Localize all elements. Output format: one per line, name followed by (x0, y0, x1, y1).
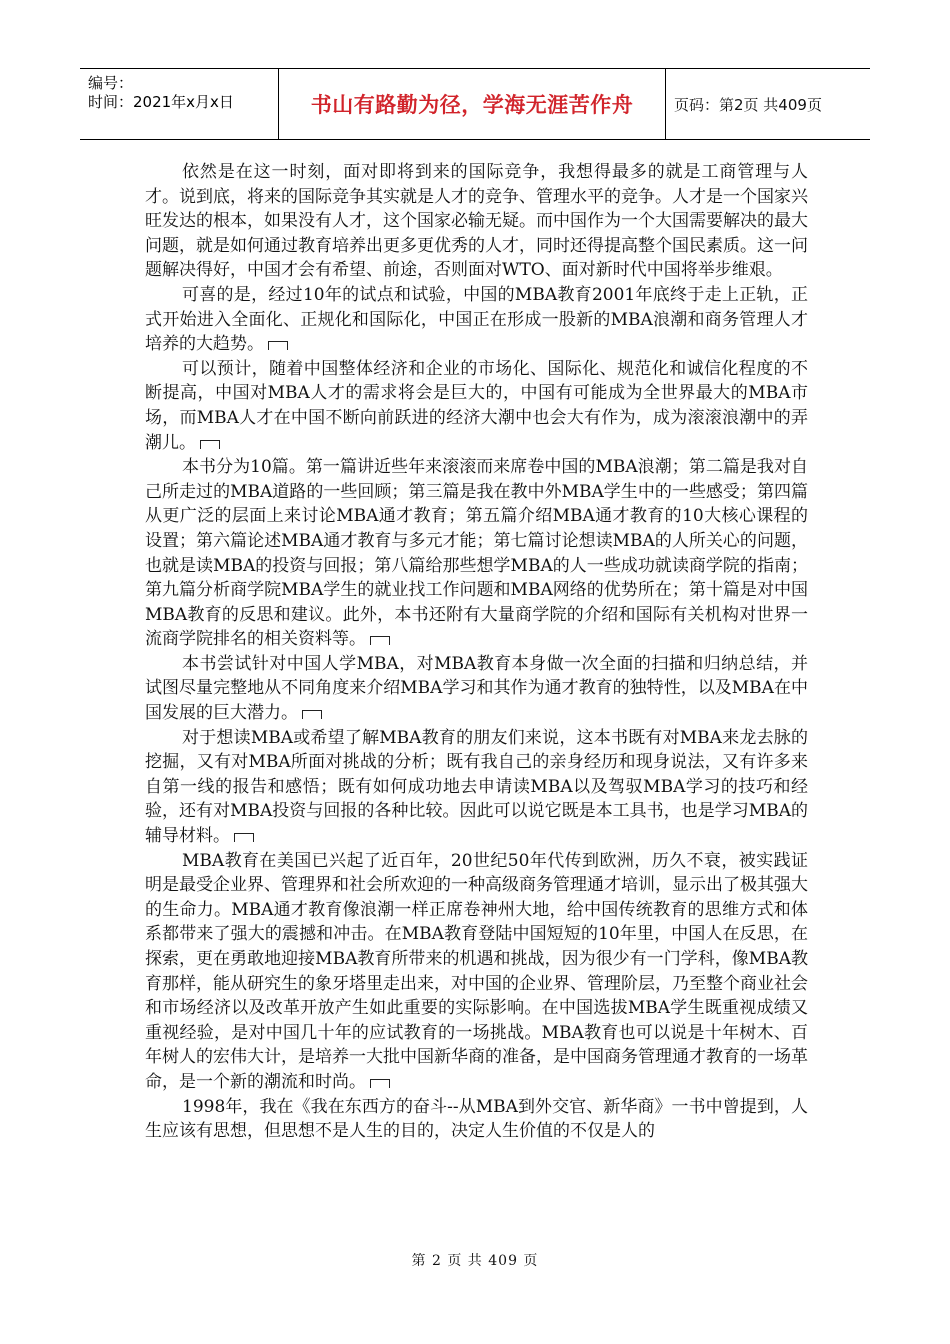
paragraph-text: 对于想读MBA或希望了解MBA教育的朋友们来说，这本书既有对MBA来龙去脉的挖掘，又有对MBA所面对挑战的分析；既有我自己的亲身经历和现身说法，又有许多来自第一线的报告和感悟；既有如何成功地去申请读MBA以及驾驭MBA学习的技巧和经验，还有对MBA投资与回报的各种比较。因此可以说它既是本工具书，也是学习MBA的辅导材料。 (145, 727, 808, 847)
page-info: 页码：第2页 共409页 (674, 95, 822, 114)
paragraph-mark-icon (302, 710, 322, 719)
paragraph-text: 本书尝试针对中国人学MBA，对MBA教育本身做一次全面的扫描和归纳总结，并试图尽量完整地从不同角度来介绍MBA学习和其作为通才教育的独特性，以及MBA在中国发展的巨大潜力。 (145, 653, 808, 724)
paragraph-mark-icon (370, 636, 390, 645)
paragraph-mark-icon (200, 440, 220, 449)
paragraph (145, 726, 808, 849)
number-label: 编号： (88, 74, 134, 92)
paragraph (145, 652, 808, 726)
body-text (145, 160, 808, 1144)
page-footer: 第 2 页 共 409 页 (411, 1253, 539, 1269)
paragraph-text: 可喜的是，经过10年的试点和试验，中国的MBA教育2001年底终于走上正轨，正式开始进入全面化、正规化和国际化，中国正在形成一股新的MBA浪潮和商务管理人才培养的大趋势。 (145, 284, 808, 355)
paragraph-mark-icon (268, 341, 288, 350)
date-label: 时间：2021年x月x日 (88, 93, 234, 111)
paragraph-text: 1998年，我在《我在东西方的奋斗--从MBA到外交官、新华商》一书中曾提到，人生应该有思想，但思想不是人生的目的，决定人生价值的不仅是人的 (145, 1096, 808, 1142)
header-motto-cell (279, 69, 666, 139)
paragraph (145, 357, 808, 455)
paragraph-text: 本书分为10篇。第一篇讲近些年来滚滚而来席卷中国的MBA浪潮；第二篇是我对自己所走过的MBA道路的一些回顾；第三篇是我在教中外MBA学生中的一些感受；第四篇从更广泛的层面上来讨论MBA通才教育；第五篇介绍MBA通才教育的10大核心课程的设置；第六篇论述MBA通才教育与多元才能；第七篇讨论想读MBA的人所关心的问题，也就是读MBA的投资与回报；第八篇给那些想学MBA的人一些成功就读商学院的指南；第九篇分析商学院MBA学生的就业找工作问题和MBA网络的优势所在；第十篇是对中国MBA教育的反思和建议。此外，本书还附有大量商学院的介绍和国际有关机构对世界一流商学院排名的相关资料等。 (145, 457, 808, 650)
paragraph-text: 依然是在这一时刻，面对即将到来的国际竞争，我想得最多的就是工商管理与人才。说到底，将来的国际竞争其实就是人才的竞争、管理水平的竞争。人才是一个国家兴旺发达的根本，如果没有人才，这个国家必输无疑。而中国作为一个大国需要解决的最大问题，就是如何通过教育培养出更多更优秀的人才，同时还得提高整个国民素质。这一问题解决得好，中国才会有希望、前途，否则面对WTO、面对新时代中国将举步维艰。 (145, 162, 808, 281)
paragraph (145, 1095, 808, 1144)
paragraph-mark-icon (234, 833, 254, 842)
paragraph (145, 160, 808, 283)
header-meta (80, 69, 279, 139)
paragraph (145, 283, 808, 357)
page-header (80, 68, 870, 140)
motto: 书山有路勤为径，学海无涯苦作舟 (310, 93, 634, 117)
paragraph-text: 可以预计，随着中国整体经济和企业的市场化、国际化、规范化和诚信化程度的不断提高，中国对MBA人才的需求将会是巨大的，中国有可能成为全世界最大的MBA市场，而MBA人才在中国不断向前跃进的经济大潮中也会大有作为，成为滚滚浪潮中的弄潮儿。 (145, 358, 808, 453)
paragraph (145, 455, 808, 652)
paragraph-text: MBA教育在美国已兴起了近百年，20世纪50年代传到欧洲，历久不衰，被实践证明是最受企业界、管理界和社会所欢迎的一种高级商务管理通才培训，显示出了极其强大的生命力。MBA通才教育像浪潮一样正席卷神州大地，给中国传统教育的思维方式和体系都带来了强大的震撼和冲击。在MBA教育登陆中国短短的10年里，中国人在反思，在探索，更在勇敢地迎接MBA教育所带来的机遇和挑战，因为很少有一门学科，像MBA教育那样，能从研究生的象牙塔里走出来，对中国的企业界、管理阶层，乃至整个商业社会和市场经济以及改革开放产生如此重要的实际影响。在中国选拔MBA学生既重视成绩又重视经验，是对中国几十年的应试教育的一场挑战。MBA教育也可以说是十年树木、百年树人的宏伟大计，是培养一大批中国新华商的准备，是中国商务管理通才教育的一场革命，是一个新的潮流和时尚。 (145, 850, 808, 1092)
paragraph-mark-icon (370, 1079, 390, 1088)
paragraph (145, 849, 808, 1095)
